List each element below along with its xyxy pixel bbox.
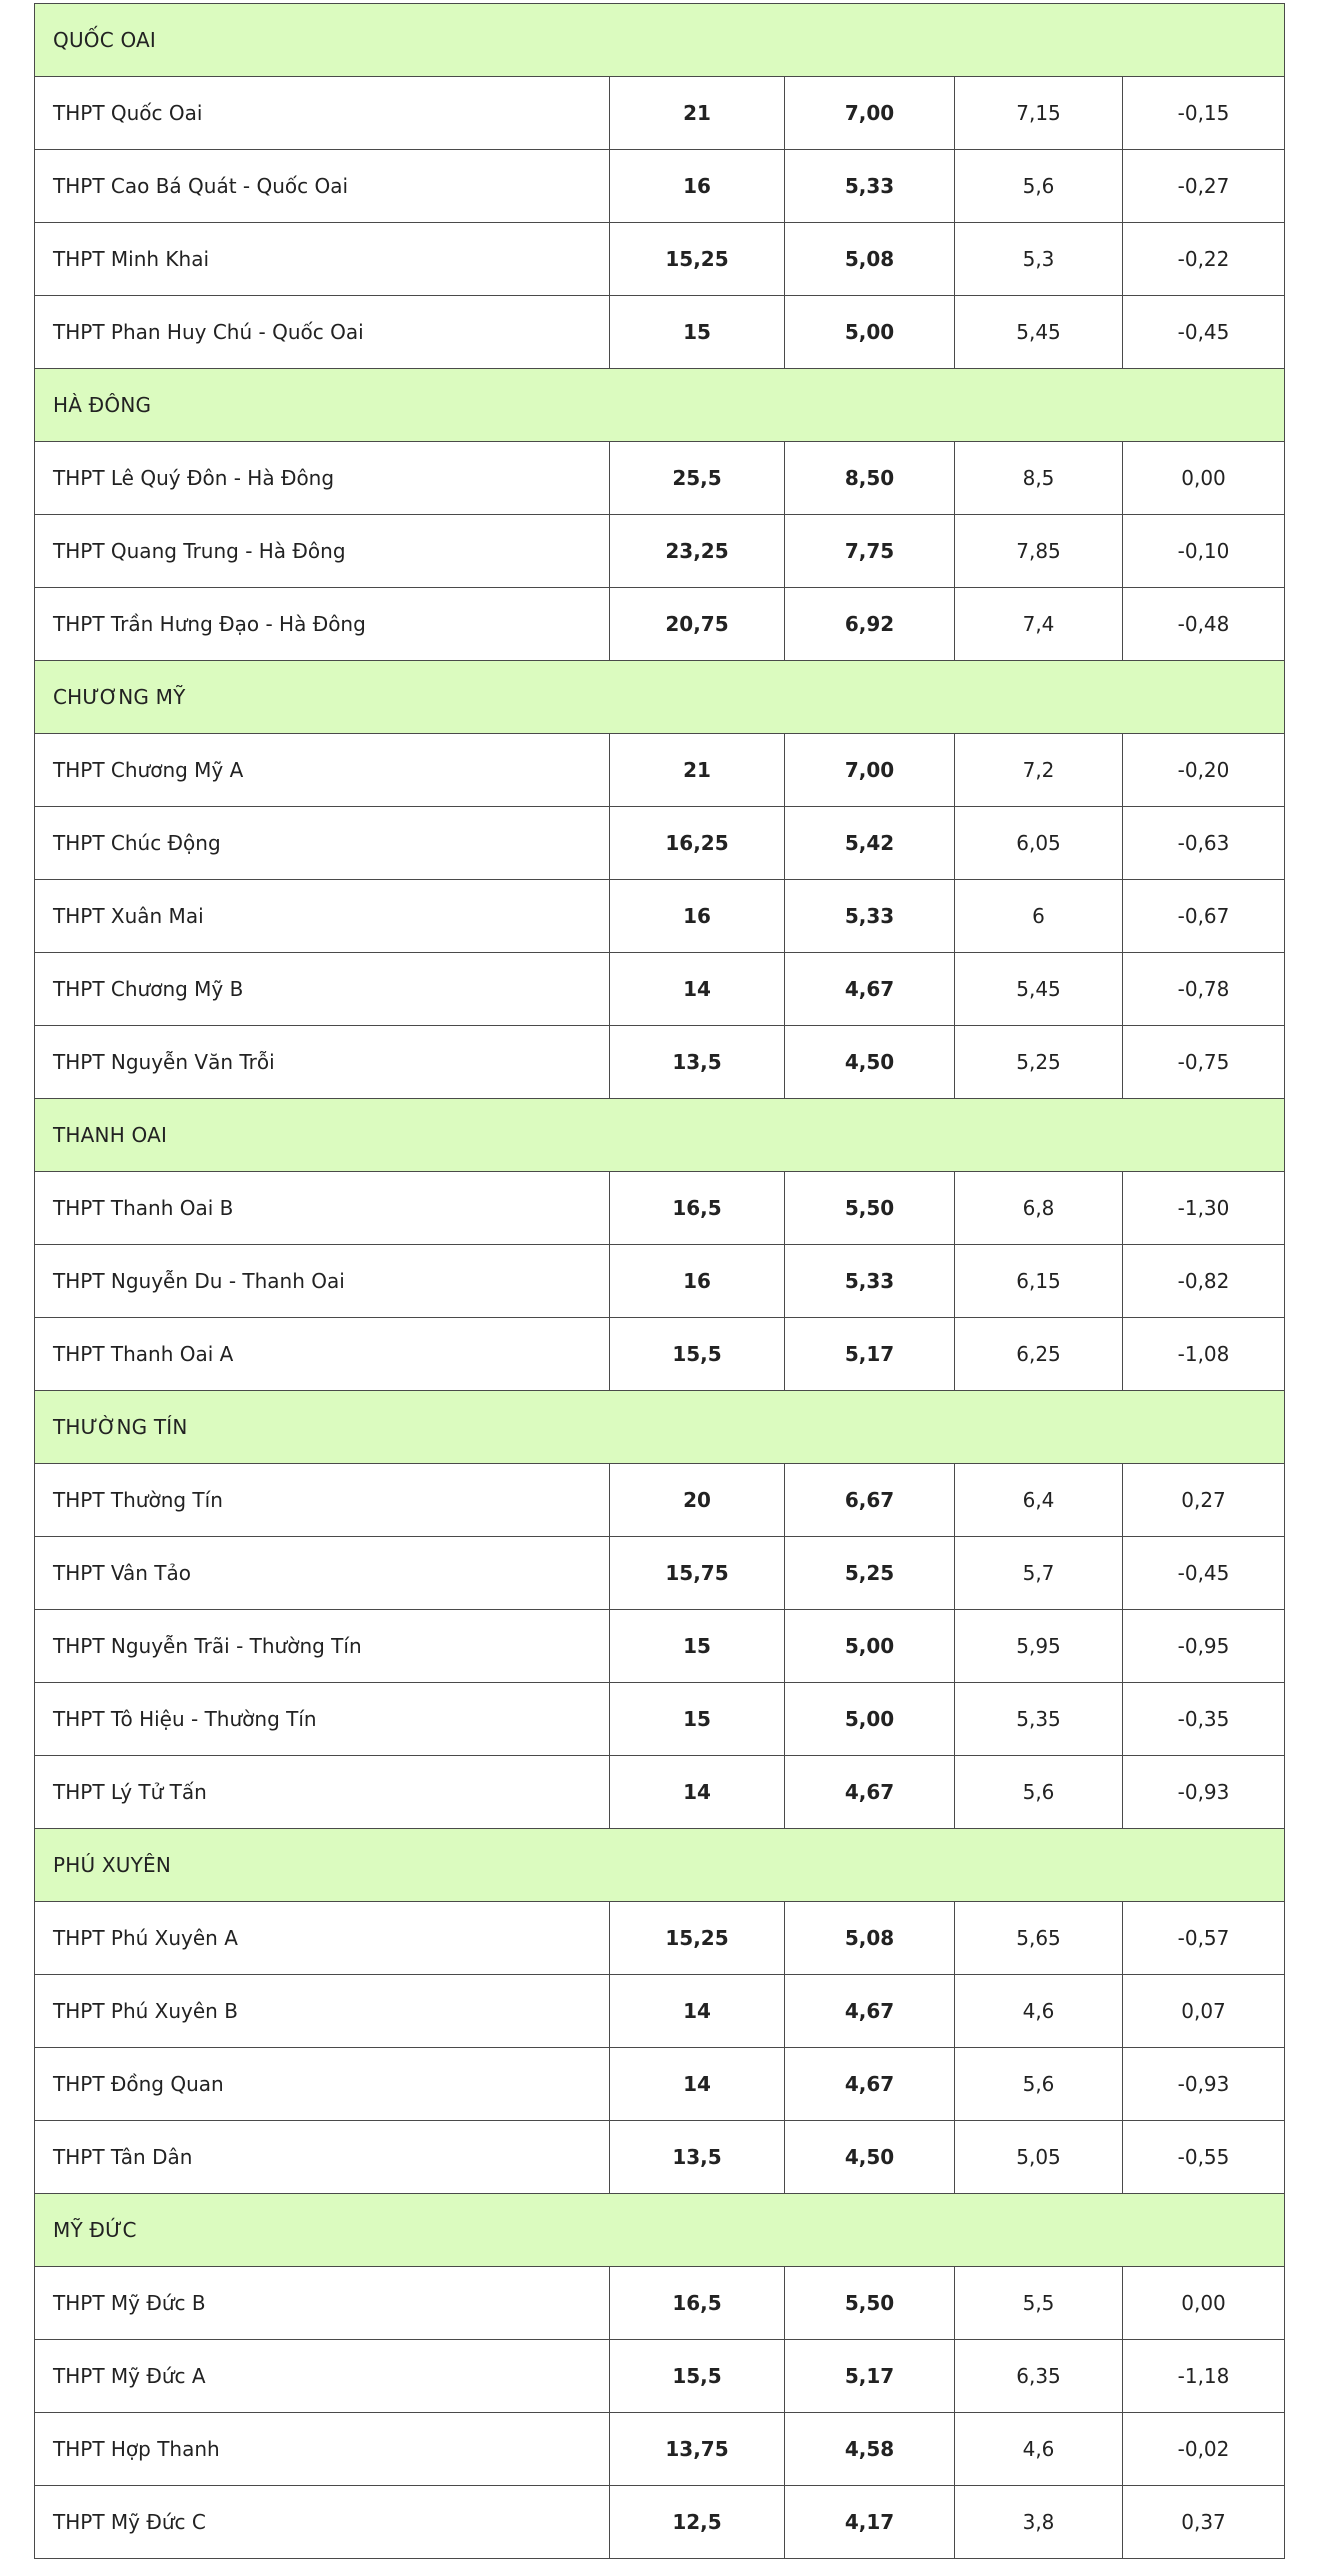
total-score-cell: 16,5 — [610, 2267, 785, 2340]
difference-cell: -0,67 — [1123, 880, 1285, 953]
average-score-cell: 5,33 — [785, 880, 955, 953]
average-score-cell: 4,67 — [785, 2048, 955, 2121]
average-score-cell: 4,67 — [785, 1975, 955, 2048]
difference-cell: -0,57 — [1123, 1902, 1285, 1975]
difference-cell: -0,10 — [1123, 515, 1285, 588]
school-name-cell: THPT Hợp Thanh — [35, 2413, 610, 2486]
table-row — [35, 442, 1285, 515]
school-name-cell: THPT Phú Xuyên A — [35, 1902, 610, 1975]
average-score-cell: 5,17 — [785, 1318, 955, 1391]
average-score-cell: 7,00 — [785, 734, 955, 807]
district-name: MỸ ĐỨC — [35, 2194, 1285, 2267]
total-score-cell: 15,5 — [610, 1318, 785, 1391]
district-name: CHƯƠNG MỸ — [35, 661, 1285, 734]
difference-cell: -0,55 — [1123, 2121, 1285, 2194]
school-name-cell: THPT Vân Tảo — [35, 1537, 610, 1610]
district-header-row — [35, 1829, 1285, 1902]
difference-cell: -0,75 — [1123, 1026, 1285, 1099]
average-score-cell: 5,08 — [785, 223, 955, 296]
difference-cell: -0,93 — [1123, 2048, 1285, 2121]
table-row — [35, 1683, 1285, 1756]
difference-cell: -0,27 — [1123, 150, 1285, 223]
table-row — [35, 1537, 1285, 1610]
difference-cell: 0,07 — [1123, 1975, 1285, 2048]
table-row — [35, 1026, 1285, 1099]
difference-cell: -0,45 — [1123, 296, 1285, 369]
compare-score-cell: 7,4 — [955, 588, 1123, 661]
table-row — [35, 1464, 1285, 1537]
difference-cell: -0,22 — [1123, 223, 1285, 296]
total-score-cell: 15 — [610, 296, 785, 369]
school-name-cell: THPT Thường Tín — [35, 1464, 610, 1537]
compare-score-cell: 5,95 — [955, 1610, 1123, 1683]
total-score-cell: 25,5 — [610, 442, 785, 515]
compare-score-cell: 6,4 — [955, 1464, 1123, 1537]
school-name-cell: THPT Nguyễn Văn Trỗi — [35, 1026, 610, 1099]
compare-score-cell: 6,8 — [955, 1172, 1123, 1245]
difference-cell: 0,37 — [1123, 2486, 1285, 2559]
district-name: HÀ ĐÔNG — [35, 369, 1285, 442]
difference-cell: -0,15 — [1123, 77, 1285, 150]
district-name: PHÚ XUYÊN — [35, 1829, 1285, 1902]
district-header-row — [35, 661, 1285, 734]
total-score-cell: 21 — [610, 77, 785, 150]
average-score-cell: 5,00 — [785, 1683, 955, 1756]
total-score-cell: 15,25 — [610, 223, 785, 296]
school-name-cell: THPT Chúc Động — [35, 807, 610, 880]
total-score-cell: 16 — [610, 150, 785, 223]
compare-score-cell: 3,8 — [955, 2486, 1123, 2559]
table-row — [35, 807, 1285, 880]
difference-cell: -0,48 — [1123, 588, 1285, 661]
total-score-cell: 14 — [610, 1756, 785, 1829]
school-name-cell: THPT Mỹ Đức A — [35, 2340, 610, 2413]
table-row — [35, 953, 1285, 1026]
total-score-cell: 15,5 — [610, 2340, 785, 2413]
compare-score-cell: 5,7 — [955, 1537, 1123, 1610]
total-score-cell: 20,75 — [610, 588, 785, 661]
compare-score-cell: 6 — [955, 880, 1123, 953]
table-row — [35, 588, 1285, 661]
average-score-cell: 4,50 — [785, 2121, 955, 2194]
district-header-row — [35, 1099, 1285, 1172]
total-score-cell: 14 — [610, 2048, 785, 2121]
district-name: THƯỜNG TÍN — [35, 1391, 1285, 1464]
table-row — [35, 2048, 1285, 2121]
school-name-cell: THPT Quốc Oai — [35, 77, 610, 150]
difference-cell: -0,93 — [1123, 1756, 1285, 1829]
difference-cell: 0,00 — [1123, 2267, 1285, 2340]
compare-score-cell: 6,25 — [955, 1318, 1123, 1391]
difference-cell: -1,18 — [1123, 2340, 1285, 2413]
school-name-cell: THPT Nguyễn Du - Thanh Oai — [35, 1245, 610, 1318]
total-score-cell: 15,75 — [610, 1537, 785, 1610]
average-score-cell: 7,00 — [785, 77, 955, 150]
total-score-cell: 13,75 — [610, 2413, 785, 2486]
average-score-cell: 6,92 — [785, 588, 955, 661]
total-score-cell: 15 — [610, 1683, 785, 1756]
score-table — [34, 3, 1285, 2559]
total-score-cell: 12,5 — [610, 2486, 785, 2559]
compare-score-cell: 5,05 — [955, 2121, 1123, 2194]
district-header-row — [35, 4, 1285, 77]
average-score-cell: 8,50 — [785, 442, 955, 515]
compare-score-cell: 5,6 — [955, 150, 1123, 223]
difference-cell: -0,95 — [1123, 1610, 1285, 1683]
average-score-cell: 5,50 — [785, 1172, 955, 1245]
district-header-row — [35, 2194, 1285, 2267]
school-name-cell: THPT Phan Huy Chú - Quốc Oai — [35, 296, 610, 369]
table-row — [35, 1318, 1285, 1391]
difference-cell: 0,27 — [1123, 1464, 1285, 1537]
difference-cell: -0,35 — [1123, 1683, 1285, 1756]
compare-score-cell: 7,85 — [955, 515, 1123, 588]
compare-score-cell: 6,35 — [955, 2340, 1123, 2413]
difference-cell: 0,00 — [1123, 442, 1285, 515]
compare-score-cell: 6,15 — [955, 1245, 1123, 1318]
average-score-cell: 4,67 — [785, 1756, 955, 1829]
difference-cell: -1,08 — [1123, 1318, 1285, 1391]
table-row — [35, 2413, 1285, 2486]
table-row — [35, 1245, 1285, 1318]
total-score-cell: 16,5 — [610, 1172, 785, 1245]
district-name: THANH OAI — [35, 1099, 1285, 1172]
total-score-cell: 15 — [610, 1610, 785, 1683]
school-name-cell: THPT Tân Dân — [35, 2121, 610, 2194]
school-name-cell: THPT Đồng Quan — [35, 2048, 610, 2121]
total-score-cell: 16,25 — [610, 807, 785, 880]
school-name-cell: THPT Mỹ Đức C — [35, 2486, 610, 2559]
difference-cell: -0,02 — [1123, 2413, 1285, 2486]
table-row — [35, 734, 1285, 807]
total-score-cell: 15,25 — [610, 1902, 785, 1975]
district-name: QUỐC OAI — [35, 4, 1285, 77]
table-row — [35, 77, 1285, 150]
table-row — [35, 150, 1285, 223]
compare-score-cell: 5,35 — [955, 1683, 1123, 1756]
compare-score-cell: 8,5 — [955, 442, 1123, 515]
compare-score-cell: 7,2 — [955, 734, 1123, 807]
compare-score-cell: 5,3 — [955, 223, 1123, 296]
average-score-cell: 5,08 — [785, 1902, 955, 1975]
compare-score-cell: 5,6 — [955, 1756, 1123, 1829]
difference-cell: -0,63 — [1123, 807, 1285, 880]
average-score-cell: 6,67 — [785, 1464, 955, 1537]
table-row — [35, 1975, 1285, 2048]
compare-score-cell: 5,45 — [955, 953, 1123, 1026]
total-score-cell: 20 — [610, 1464, 785, 1537]
table-row — [35, 2267, 1285, 2340]
school-name-cell: THPT Xuân Mai — [35, 880, 610, 953]
school-name-cell: THPT Chương Mỹ B — [35, 953, 610, 1026]
total-score-cell: 23,25 — [610, 515, 785, 588]
table-row — [35, 1902, 1285, 1975]
school-name-cell: THPT Phú Xuyên B — [35, 1975, 610, 2048]
total-score-cell: 16 — [610, 880, 785, 953]
total-score-cell: 21 — [610, 734, 785, 807]
school-name-cell: THPT Chương Mỹ A — [35, 734, 610, 807]
difference-cell: -0,78 — [1123, 953, 1285, 1026]
average-score-cell: 4,58 — [785, 2413, 955, 2486]
average-score-cell: 4,67 — [785, 953, 955, 1026]
difference-cell: -0,82 — [1123, 1245, 1285, 1318]
compare-score-cell: 5,25 — [955, 1026, 1123, 1099]
compare-score-cell: 5,6 — [955, 2048, 1123, 2121]
compare-score-cell: 6,05 — [955, 807, 1123, 880]
score-table-body — [35, 4, 1285, 2559]
school-name-cell: THPT Minh Khai — [35, 223, 610, 296]
compare-score-cell: 5,65 — [955, 1902, 1123, 1975]
total-score-cell: 16 — [610, 1245, 785, 1318]
difference-cell: -0,45 — [1123, 1537, 1285, 1610]
average-score-cell: 5,33 — [785, 150, 955, 223]
table-row — [35, 1610, 1285, 1683]
average-score-cell: 7,75 — [785, 515, 955, 588]
table-row — [35, 1172, 1285, 1245]
total-score-cell: 14 — [610, 1975, 785, 2048]
compare-score-cell: 4,6 — [955, 1975, 1123, 2048]
total-score-cell: 14 — [610, 953, 785, 1026]
district-header-row — [35, 1391, 1285, 1464]
table-row — [35, 880, 1285, 953]
average-score-cell: 5,25 — [785, 1537, 955, 1610]
difference-cell: -1,30 — [1123, 1172, 1285, 1245]
compare-score-cell: 7,15 — [955, 77, 1123, 150]
compare-score-cell: 5,5 — [955, 2267, 1123, 2340]
average-score-cell: 5,33 — [785, 1245, 955, 1318]
table-row — [35, 2486, 1285, 2559]
average-score-cell: 4,50 — [785, 1026, 955, 1099]
school-name-cell: THPT Tô Hiệu - Thường Tín — [35, 1683, 610, 1756]
table-row — [35, 1756, 1285, 1829]
school-name-cell: THPT Lê Quý Đôn - Hà Đông — [35, 442, 610, 515]
total-score-cell: 13,5 — [610, 1026, 785, 1099]
school-name-cell: THPT Thanh Oai B — [35, 1172, 610, 1245]
compare-score-cell: 5,45 — [955, 296, 1123, 369]
average-score-cell: 5,50 — [785, 2267, 955, 2340]
school-name-cell: THPT Lý Tử Tấn — [35, 1756, 610, 1829]
table-row — [35, 2121, 1285, 2194]
table-row — [35, 296, 1285, 369]
school-name-cell: THPT Nguyễn Trãi - Thường Tín — [35, 1610, 610, 1683]
difference-cell: -0,20 — [1123, 734, 1285, 807]
district-header-row — [35, 369, 1285, 442]
total-score-cell: 13,5 — [610, 2121, 785, 2194]
compare-score-cell: 4,6 — [955, 2413, 1123, 2486]
average-score-cell: 5,00 — [785, 296, 955, 369]
average-score-cell: 5,00 — [785, 1610, 955, 1683]
school-name-cell: THPT Cao Bá Quát - Quốc Oai — [35, 150, 610, 223]
table-row — [35, 2340, 1285, 2413]
average-score-cell: 4,17 — [785, 2486, 955, 2559]
school-name-cell: THPT Trần Hưng Đạo - Hà Đông — [35, 588, 610, 661]
school-name-cell: THPT Thanh Oai A — [35, 1318, 610, 1391]
score-table-container — [34, 3, 1284, 2559]
school-name-cell: THPT Quang Trung - Hà Đông — [35, 515, 610, 588]
average-score-cell: 5,17 — [785, 2340, 955, 2413]
average-score-cell: 5,42 — [785, 807, 955, 880]
table-row — [35, 223, 1285, 296]
school-name-cell: THPT Mỹ Đức B — [35, 2267, 610, 2340]
table-row — [35, 515, 1285, 588]
